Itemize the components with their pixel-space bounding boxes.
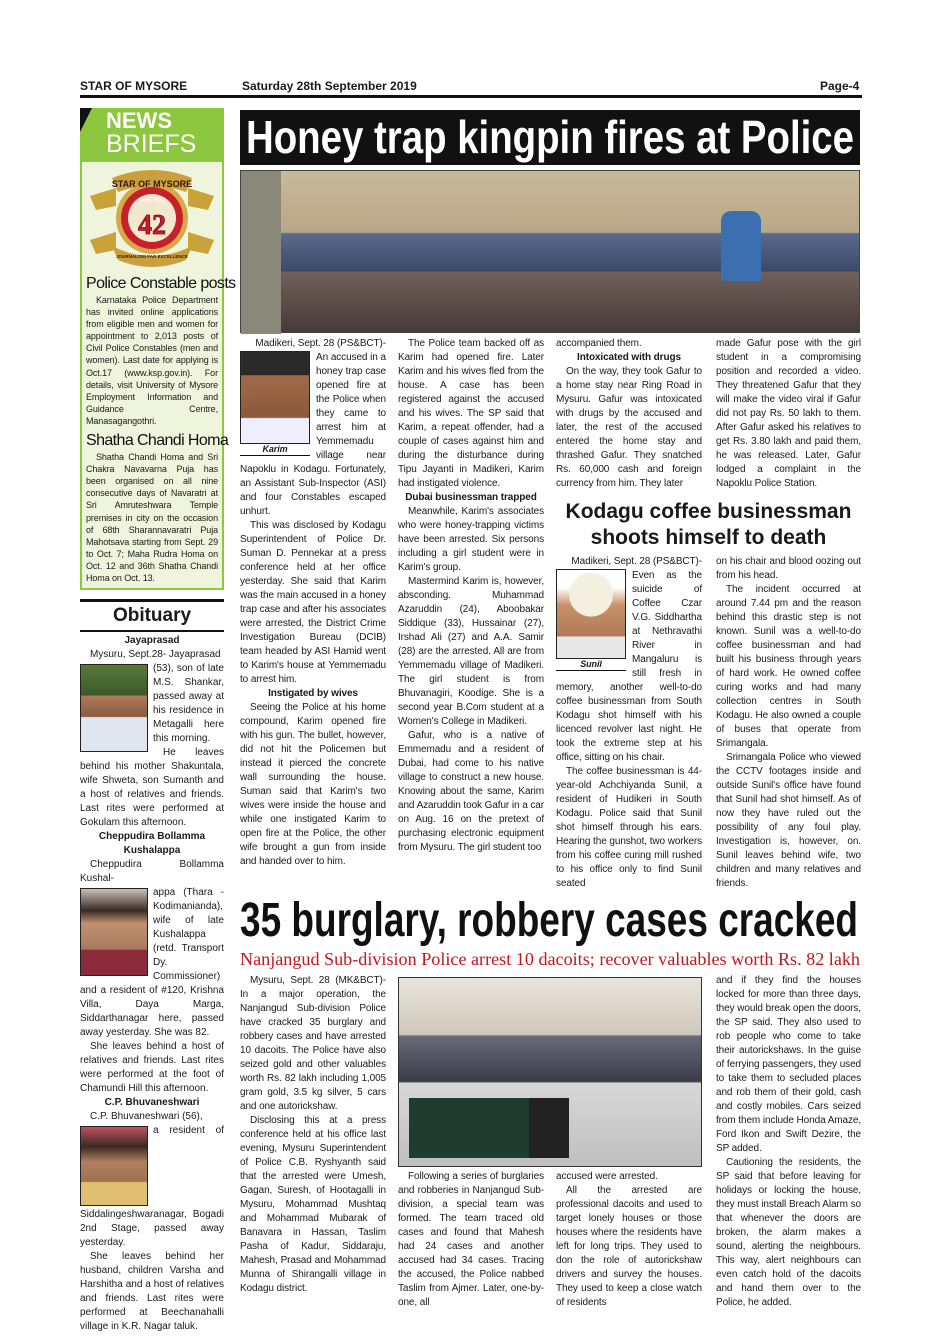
headline-line-2: shoots himself to death: [590, 526, 827, 549]
story2-column-1: [556, 555, 702, 891]
photo-caption: Karim: [240, 444, 310, 456]
brief-body: Karnataka Police Department has invited online applications from eligible men and women for appointment to 2,013 posts of Civil Police Constables (men and women). Last date for applying is Oct.17 (www.ksp.gov.in). For details, visit University of Mysore Employment Information and Guidance Centre, Manasagangothri.: [86, 295, 218, 426]
burglary-subhead-wrap: [240, 947, 860, 971]
obituary-text: appa (Thara - Kodimanianda), wife of late Kushalappa (retd. Transport Dy. Commissioner) and a resident of #120, Krishna Villa, Daya Marga, Siddarthanagar here, passed away yesterday. She was 82.: [80, 887, 224, 1038]
obituary-list: [80, 634, 224, 1334]
paragraph: Following a series of burglaries and robberies in Nanjangud Sub-division, a special team was formed. The team traced old cases and found that Mahesh had 24 cases and another accused had 34 cases. Tracing the accused, the Police nabbed Taslim from Ajmer. Later, one-by-one, all: [398, 1171, 544, 1308]
subheading: Dubai businessman trapped: [405, 492, 537, 503]
news-briefs-banner: [80, 108, 224, 162]
obituary-photo: [80, 664, 148, 752]
story1-column-1: [240, 337, 386, 869]
brief-body: Shatha Chandi Homa and Sri Chakra Navavarna Puja has been organised on all nine consecutive days of Navaratri at Sri Amruteshwara Temple premises in city on the occasion of 68th Sharannavaratri Puja Mahotsava starting from Sept. 29 to Oct. 7; Maha Rudra Homa on Oct. 12 and 36th Shatha Chandi Homa on Oct. 13.: [86, 452, 218, 583]
story3-column-4: [716, 974, 861, 1310]
obituary-name: Jayaprasad: [124, 635, 180, 646]
story1-column-3: [556, 337, 702, 491]
story3-column-2: [398, 1170, 544, 1310]
paragraph: Srimangala Police who viewed the CCTV footages inside and outside Sunil's office have found that Sunil had shot himself. As of now they have ruled out the possibility of any foul play. Investigation is, however, on. Sunil leaves behind wife, two children and many relatives and friends.: [716, 752, 861, 889]
obituary-dateline: C.P. Bhuvaneshwari (56),: [90, 1111, 203, 1122]
obituary-entry: [80, 1096, 224, 1334]
svg-text:Estd. 1978: Estd. 1978: [140, 198, 164, 204]
obituary-photo: [80, 888, 148, 976]
story2-column-2: [716, 555, 861, 891]
table: [529, 1098, 569, 1158]
obituary-photo: [80, 1126, 148, 1206]
paper-name: STAR OF MYSORE: [80, 79, 188, 93]
brief-police-constable-posts: [86, 274, 236, 584]
dateline: Madikeri, Sept. 28 (PS&BCT)-: [571, 556, 702, 567]
paragraph: Mastermind Karim is, however, absconding. Muhammad Azaruddin (24), Aboobakar Siddique (33), Hussainar (27), Irshad Ali (27) and A.A. Samir (28) are the arrested. All are from Yemmemadu village of Madikeri. The girl student is from Bhuvanagiri, Koodige. She is a second year B.Com student at a Women's College in Madikeri.: [398, 576, 544, 727]
obituary-text: He leaves behind his mother Shakuntala, wife Shweta, son Sumanth and a host of relatives and friends. Last rites were performed at Gokulam this afternoon.: [80, 747, 224, 828]
story1-column-2: [398, 337, 544, 855]
briefs-title-news: NEWS: [106, 108, 172, 133]
subheading: Intoxicated with drugs: [577, 352, 681, 363]
svg-text:STAR OF MYSORE: STAR OF MYSORE: [111, 179, 193, 189]
sunil-photo: [556, 569, 626, 671]
headline-line-1: Kodagu coffee businessman: [565, 500, 852, 523]
header-rule: [80, 95, 862, 98]
portrait-image: [240, 351, 310, 444]
paragraph: All the arrested are professional dacoits and used to target lonely houses or those houses where the residents have left for long trips. They used to don the role of autorickshaw drivers and survey the houses. They used to keep a close watch of residents: [556, 1185, 702, 1308]
svg-text:JOURNALISM PAR EXCELLENCE: JOURNALISM PAR EXCELLENCE: [116, 254, 188, 259]
paragraph: on his chair and blood oozing out from his head.: [716, 556, 861, 581]
headline-burglary: 35 burglary, robbery cases cracked: [240, 895, 858, 947]
obituary-text: (53), son of late M.S. Shankar, passed away at his residence in Metagalli here this morning.: [153, 663, 224, 744]
paragraph: accompanied them.: [556, 338, 642, 349]
brief-heading: Shatha Chandi Homa: [86, 432, 229, 450]
star-of-mysore-42-logo: [86, 166, 218, 268]
paragraph: Disclosing this at a press conference held at his office last evening, Mysuru Superintendent of Police C.B. Ryshyanth said that the arrested were Umesh, Gagan, Suresh, of Hootagalli in Mysuru, Mohammad Mushtaq and Mohammad Mubarak of Banavara in Hassan, Taslim Pasha of Kadur, Siddaraju, Mahesh, Prasad and Mohammad Munna of Shirangalli village in Kodagu district.: [240, 1115, 386, 1294]
obituary-text: a resident of Siddalingeshwaranagar, Bogadi 2nd Stage, passed away yesterday.: [80, 1125, 224, 1248]
burglary-subhead: Nanjangud Sub-division Police arrest 10 dacoits; recover valuables worth Rs. 82 lakh: [240, 949, 860, 969]
paragraph: made Gafur pose with the girl student in a compromising position and recorded a video. They threatened Gafur that they will make the video viral if Gafur did not pay Rs. 50 lakh to them. After Gafur asked his relatives to get Rs. 3.80 lakh and paid them, he was released. Later, Gafur lodged a complaint in the Napoklu Police Station.: [716, 338, 861, 489]
briefs-title-briefs: BRIEFS: [106, 130, 197, 158]
paragraph: The coffee businessman is 44-year-old Achchiyanda Sunil, a resident of Hudikeri in South Kodagu. Police said that Sunil shot himself through his ears. Hearing the gunshot, two workers from his coffee curing mill rushed to his office only to find Sunil seated: [556, 766, 702, 889]
valuables-display-board: [409, 1098, 529, 1158]
paragraph: An accused in a honey trap case opened fire at the Police when they came to arrest him at Yemmemadu village near Napoklu in Kodagu. Fortunately, an Assistant Sub-Inspector (ASI) and four Constables escaped unhurt.: [240, 352, 386, 517]
karim-photo: [240, 351, 310, 456]
obituary-entry: [80, 830, 224, 1096]
paragraph: Gafur, who is a native of Emmemadu and a resident of Dubai, had come to his native village to construct a new house. Knowing about the same, Karim and Azaruddin took Gafur in a car on Aug. 16 on the pretext of purchasing electronic equipment from Mysuru. The girl student too: [398, 730, 544, 853]
paragraph: Cautioning the residents, the SP said that before leaving for holidays or locking the house, they must install Breach Alarm so that whenever the doors are broken, the alarm makes a sound, alerting the neighbours. This way, alert neighbours can even catch hold of the dacoits and hand them over to the Police, he added.: [716, 1157, 861, 1308]
burglary-headline-wrap: [240, 895, 860, 947]
photo-caption: Sunil: [556, 659, 626, 671]
corner-triangle-icon: [80, 108, 92, 132]
photo-figure: [721, 211, 761, 281]
paragraph: accused were arrested.: [556, 1171, 658, 1182]
story3-column-3: [556, 1170, 702, 1310]
seized-valuables-photo: [398, 977, 702, 1167]
obituary-dateline: Mysuru, Sept.28- Jayaprasad: [90, 649, 221, 660]
portrait-image: [556, 569, 626, 659]
photo-wall: [241, 171, 281, 334]
paragraph: Mysuru, Sept. 28 (MK&BCT)- In a major operation, the Nanjangud Sub-division Police have cracked 35 burglary and robbery cases and have arrested 10 dacoits. The Police have also seized gold and other valuables worth Rs. 82 lakh including 1,005 gram gold, 3.5 kg silver, 5 cars and one autorickshaw.: [240, 975, 386, 1112]
paragraph: Meanwhile, Karim's associates who were honey-trapping victims have been arrested. Six persons including a girl student were in Karim's group.: [398, 506, 544, 573]
paragraph: The Police team backed off as Karim had opened fire. Later Karim and his wives fled from the house. A case has been registered against the accused and his wives. The SP said that Karim, a repeat offender, had a couple of cases against him and during the disturbance during Tipu Jayanti in Madikeri, Karim had instigated violence.: [398, 338, 544, 489]
story3-column-1: [240, 974, 386, 1296]
svg-text:42: 42: [138, 210, 166, 241]
kodagu-headline: [556, 499, 861, 551]
paragraph: The incident occurred at around 7.44 pm and the reason behind this drastic step is not known. Sunil was a well-to-do coffee businessman and had built his business through years of hard work. He owned coffee curing works and had many collection centres in South Kodagu. He also owned a couple of buses that operate from Srimangala.: [716, 584, 861, 749]
brief-heading: Police Constable posts: [86, 275, 236, 292]
obituary-rule-top: [80, 599, 224, 602]
page-number: Page-4: [820, 79, 860, 93]
paragraph: This was disclosed by Kodagu Superintendent of Police Dr. Suman D. Pennekar at a press conference held at her office yesterday. She said that Karim was the main accused in a honey trap case and after his associates were arrested, the District Crime Investigation Bureau (DCIB) team headed by ASI Hamid went to Karim's house at Yemmemadu to arrest him.: [240, 520, 386, 685]
obituary-title: Obituary: [112, 605, 192, 626]
headline-box: [240, 110, 860, 165]
obituary-text: She leaves behind a host of relatives and friends. Last rites were performed at the foot of Chamundi Hill this afternoon.: [80, 1041, 224, 1094]
obituary-text: She leaves behind her husband, children Varsha and Harshitha and a host of relatives and friends. Last rites were performed at Beechanahalli village in K.R. Nagar taluk.: [80, 1251, 224, 1332]
subheading: Instigated by wives: [268, 688, 358, 699]
dateline: Madikeri, Sept. 28 (PS&BCT)-: [255, 338, 386, 349]
obituary-name: Cheppudira Bollamma Kushalappa: [98, 831, 206, 856]
paragraph: Seeing the Police at his home compound, Karim opened fire with his gun. The bullet, however, did not hit the Policemen but instead it pierced the concrete wall surrounding the house. Suman said that Karim's two wives were inside the house and while one instigated Karim to open fire at the Police, the other wife brought a gun from inside and handed over to him.: [240, 702, 386, 867]
obituary-entry: [80, 634, 224, 830]
obituary-rule-bottom: [80, 630, 224, 632]
paragraph: and if they find the houses locked for more than three days, they would break open the doors, the SP said. They also used to rob people who come to take their autorickshaws. In the guise of ferrying passengers, they used to take them to secluded places and rob them of their gold, cash and costly mobiles. Cars seized from them include Honda Amaze, Ford Ikon and Swift Dezire, the SP added.: [716, 975, 861, 1154]
headline-honey-trap: Honey trap kingpin fires at Police: [246, 111, 854, 163]
paragraph: On the way, they took Gafur to a home stay near Ring Road in Mysuru. Gafur was intoxicated with drugs by the accused and later, the rest of the accused entered the home stay and thrashed Gafur. They snatched Rs. 60,000 cash and foreign currency from him. They later: [556, 366, 702, 489]
story1-column-4: [716, 337, 861, 491]
police-group-photo: [240, 170, 860, 333]
paragraph: Even as the suicide of Coffee Czar V.G. Siddhartha at Nethravathi River in Mangaluru is still fresh in memory, another well-to-do coffee businessman from South Kodagu shot himself with his licenced revolver last night. He took the extreme step at his office, sitting on his chair.: [556, 570, 702, 763]
obituary-name: C.P. Bhuvaneshwari: [104, 1097, 200, 1108]
obituary-dateline: Cheppudira Bollamma Kushal-: [80, 859, 224, 884]
issue-date: Saturday 28th September 2019: [242, 79, 417, 93]
